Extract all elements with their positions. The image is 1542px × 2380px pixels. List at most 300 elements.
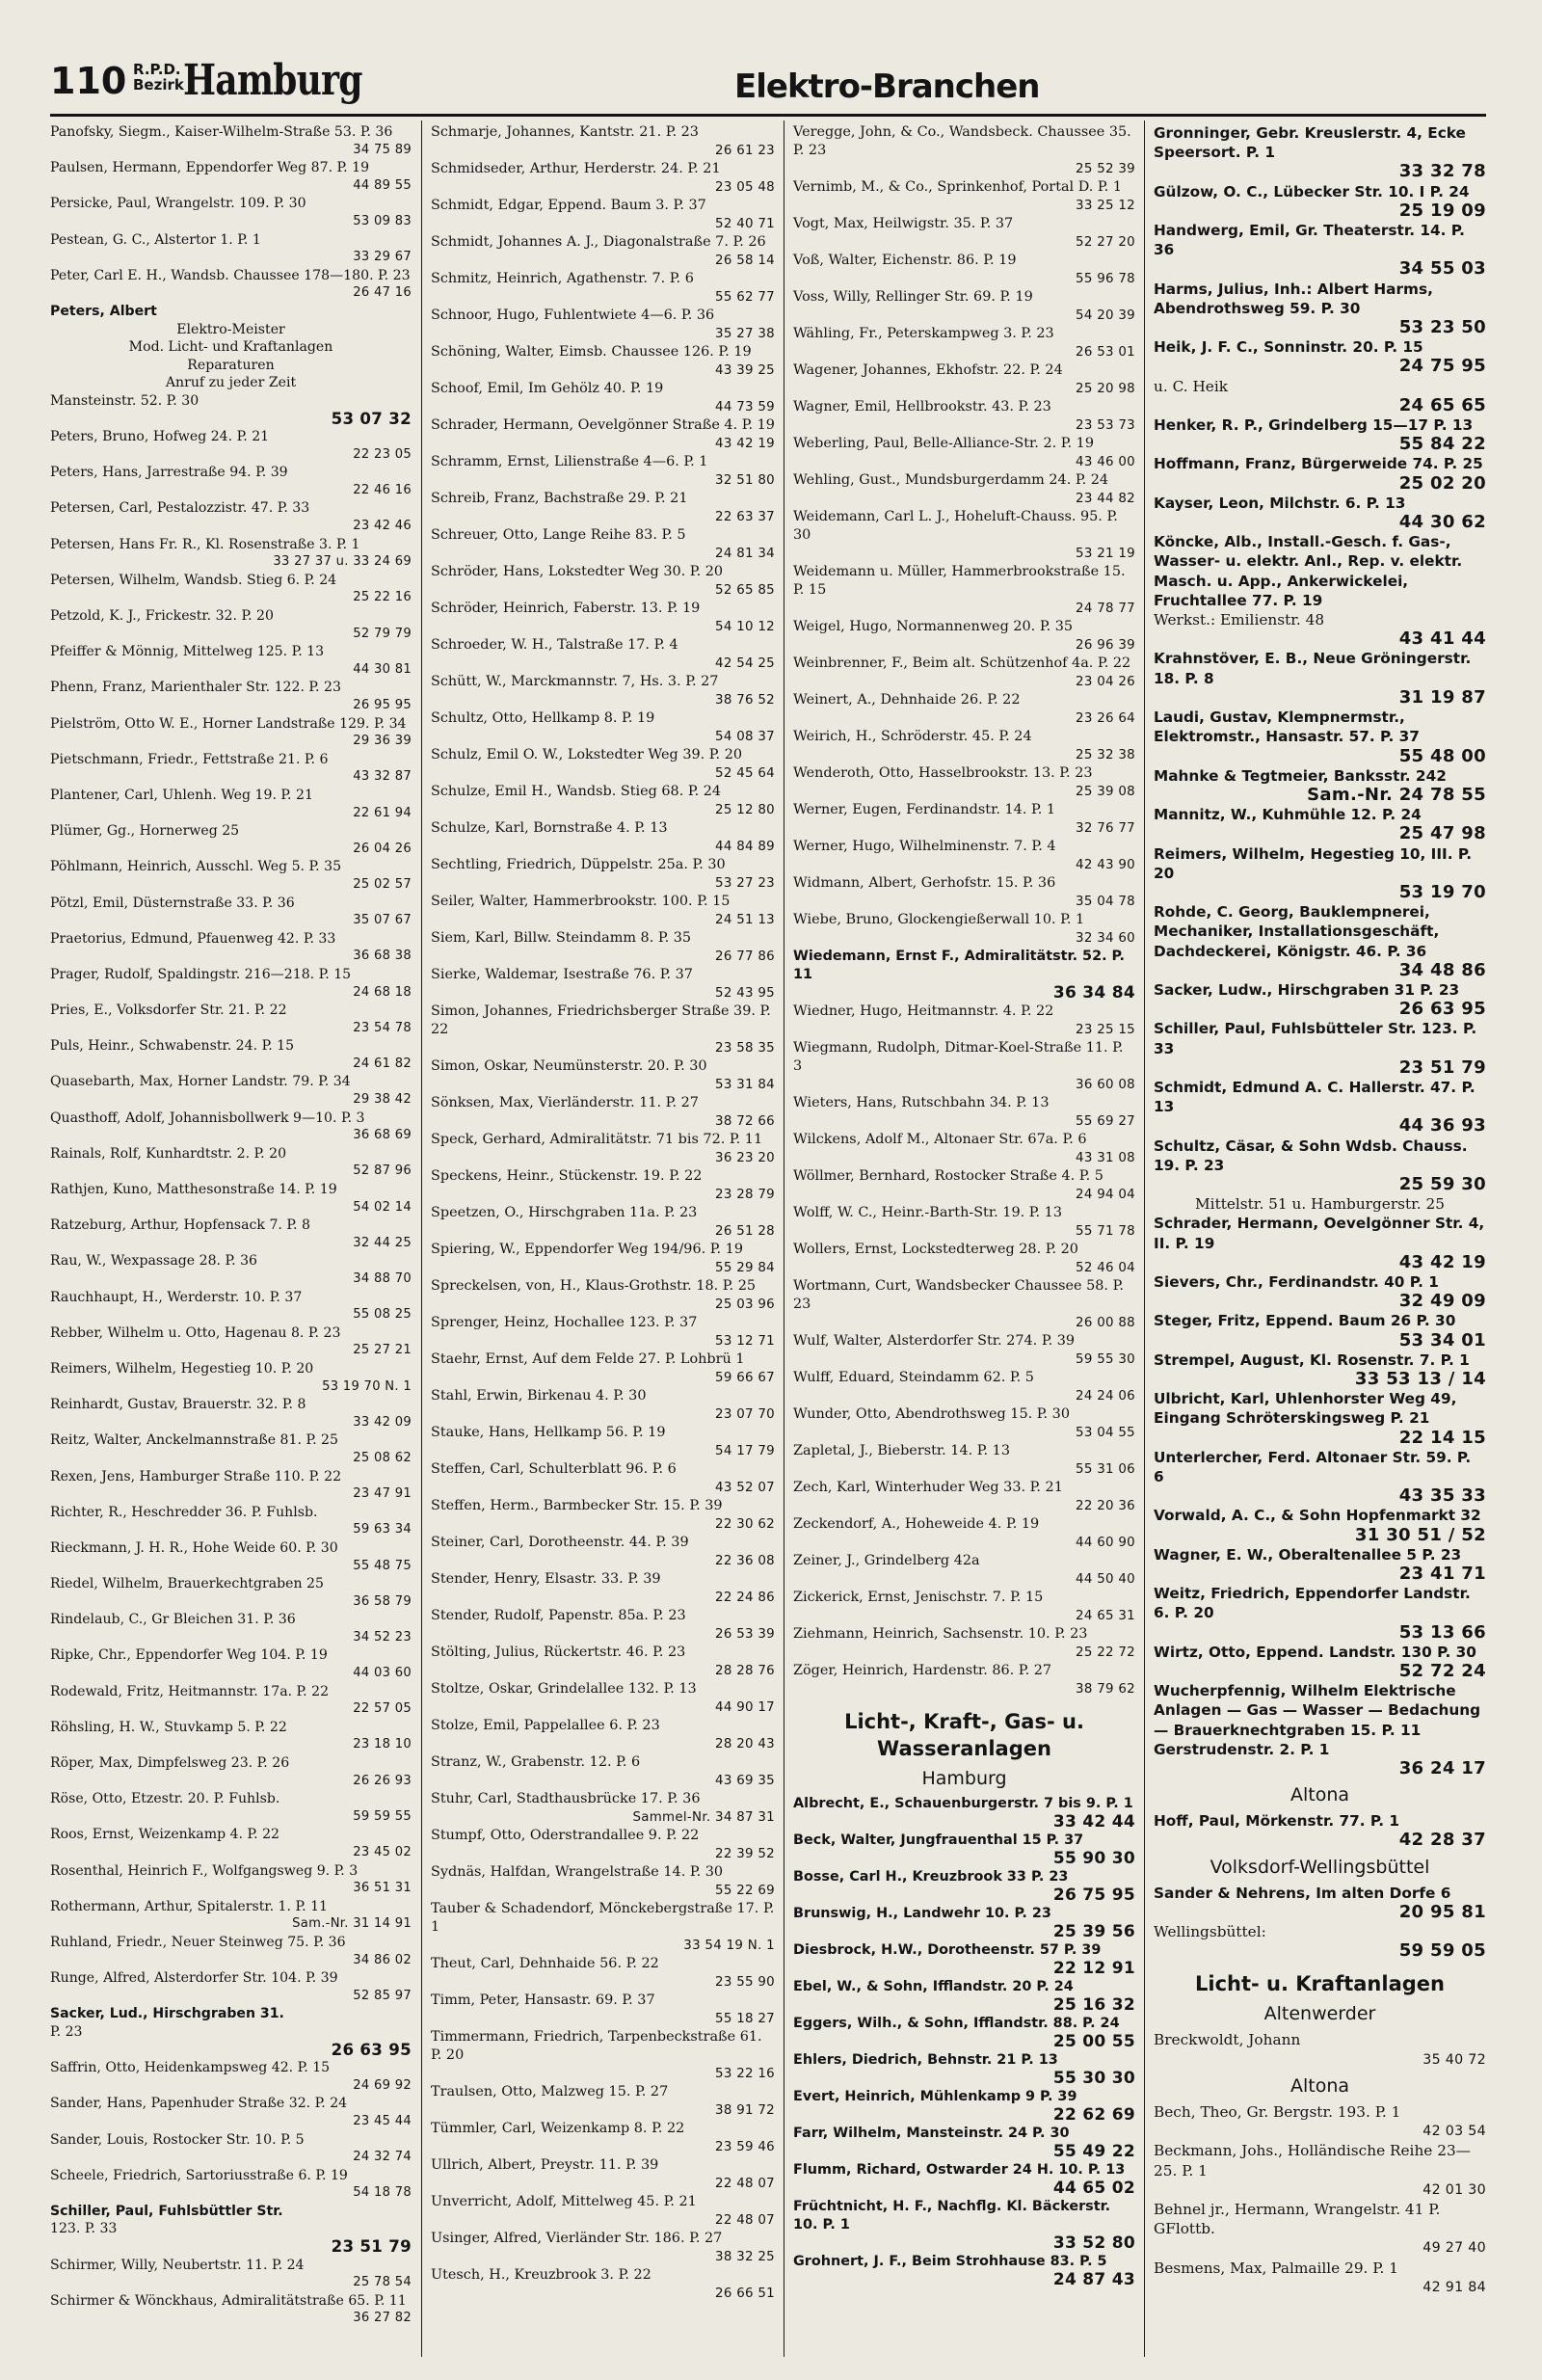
entry-text: Sander, Hans, Papenhuder Straße 32. P. 24 — [50, 2096, 348, 2112]
directory-entry — [50, 321, 412, 339]
phone-number: 42 43 90 — [1076, 858, 1135, 872]
entry-text: Spiering, W., Eppendorfer Weg 194/96. P. 19 — [431, 1242, 743, 1257]
entry-text: Usinger, Alfred, Vierländer Str. 186. P. 27 — [431, 2231, 723, 2246]
phone-number: 53 07 32 — [331, 409, 412, 428]
phone-number: 38 79 62 — [1076, 1682, 1135, 1697]
directory-entry — [50, 643, 412, 679]
directory-entry — [50, 1002, 412, 1037]
entry-text: Reimers, Wilhelm, Hegestieg 10, III. P. 20 — [1154, 844, 1473, 882]
entry-text: Schöning, Walter, Eimsb. Chaussee 126. P. 19 — [431, 344, 752, 360]
phone-number: 52 85 97 — [353, 1988, 412, 2003]
directory-entry — [431, 1003, 775, 1057]
phone-number: 43 39 25 — [715, 363, 775, 378]
phone-number: 42 03 54 — [1422, 2124, 1486, 2140]
phone-number: 35 40 72 — [1422, 2051, 1486, 2068]
directory-entry — [50, 1934, 412, 1969]
phone-number: 42 01 30 — [1422, 2181, 1486, 2198]
entry-text: Schramm, Ernst, Lilienstraße 4—6. P. 1 — [431, 454, 708, 469]
directory-entry — [431, 1204, 775, 1241]
entry-text: Spreckelsen, von, H., Klaus-Grothstr. 18. P. 25 — [431, 1278, 757, 1294]
directory-entry — [50, 572, 412, 607]
directory-entry — [431, 1992, 775, 2028]
phone-number: 24 65 65 — [1398, 394, 1486, 415]
entry-text: Steger, Fritz, Eppend. Baum 26 P. 30 — [1154, 1312, 1456, 1330]
directory-entry — [431, 1790, 775, 1827]
phone-number: 38 76 52 — [715, 693, 775, 708]
phone-number: 59 59 05 — [1398, 1940, 1486, 1962]
directory-entry — [793, 1868, 1135, 1905]
directory-entry — [431, 380, 775, 416]
phone-number: 33 32 78 — [1398, 161, 1486, 182]
directory-entry — [431, 2120, 775, 2156]
directory-entry — [793, 2051, 1135, 2088]
phone-number: 24 69 92 — [353, 2077, 412, 2093]
phone-number: 25 32 38 — [1076, 748, 1135, 762]
directory-entry — [50, 1037, 412, 1073]
directory-entry — [1154, 844, 1486, 903]
directory-entry — [793, 1369, 1135, 1405]
phone-number: 23 25 15 — [1076, 1023, 1135, 1037]
phone-number: 25 47 98 — [1398, 823, 1486, 844]
directory-entry — [793, 1094, 1135, 1131]
phone-number: 53 09 83 — [353, 213, 412, 228]
phone-number: 36 58 79 — [353, 1593, 412, 1609]
directory-entry — [1154, 902, 1486, 980]
directory-entry — [50, 1289, 412, 1324]
phone-number: 53 12 71 — [715, 1334, 775, 1349]
directory-entry — [50, 2257, 412, 2292]
directory-entry — [793, 2253, 1135, 2289]
phone-number: 33 53 13 / 14 — [1354, 1369, 1486, 1389]
column-divider — [1144, 120, 1145, 2357]
phone-number: 23 45 02 — [353, 1845, 412, 1859]
entry-text: Timm, Peter, Hansastr. 69. P. 37 — [431, 1992, 655, 2008]
entry-text: Wagner, E. W., Oberaltenallee 5 P. 23 — [1154, 1545, 1462, 1564]
directory-entry — [1154, 1643, 1486, 1681]
phone-number: 26 53 01 — [1076, 345, 1135, 360]
entry-text: Peter, Carl E. H., Wandsb. Chaussee 178—180. P. 23 — [50, 267, 411, 283]
entry-text: Panofsky, Siegm., Kaiser-Wilhelm-Straße 53. P. 36 — [50, 124, 393, 140]
phone-number: 24 51 13 — [715, 913, 775, 927]
entry-text: Simon, Oskar, Neumünsterstr. 20. P. 30 — [431, 1058, 707, 1074]
entry-text: Harms, Julius, Inh.: Albert Harms, Abendrothsweg 59. P. 30 — [1154, 280, 1433, 317]
phone-number: 55 18 27 — [715, 2012, 775, 2026]
entry-text: Röse, Otto, Etzestr. 20. P. Fuhlsb. — [50, 1791, 280, 1807]
entry-text: Seiler, Walter, Hammerbrookstr. 100. P. 15 — [431, 894, 731, 909]
entry-text: Schreib, Franz, Bachstraße 29. P. 21 — [431, 491, 688, 506]
directory-entry — [50, 123, 412, 159]
directory-entry — [1154, 1272, 1486, 1311]
entry-text: Werner, Hugo, Wilhelminenstr. 7. P. 4 — [793, 839, 1056, 854]
entry-text: Schirmer & Wönckhaus, Admiralitätstraße 65. P. 11 — [50, 2292, 407, 2309]
phone-number: 22 20 36 — [1076, 1499, 1135, 1513]
entry-text: Ziehmann, Heinrich, Sachsenstr. 10. P. 23 — [793, 1626, 1088, 1642]
entry-text: Wirtz, Otto, Eppend. Landstr. 130 P. 30 — [1154, 1643, 1476, 1661]
entry-text: Zeckendorf, A., Hoheweide 4. P. 19 — [793, 1516, 1040, 1532]
directory-entry — [793, 948, 1135, 1003]
locality-heading: Volksdorf-Wellingsbüttel — [1210, 1856, 1430, 1878]
entry-text: Steffen, Herm., Barmbecker Str. 15. P. 39 — [431, 1498, 723, 1513]
directory-entry — [431, 563, 775, 600]
phone-number: 23 28 79 — [715, 1188, 775, 1202]
phone-number: 22 63 37 — [715, 510, 775, 524]
directory-entry — [793, 838, 1135, 874]
directory-entry — [431, 453, 775, 490]
entry-text: Stumpf, Otto, Oderstrandallee 9. P. 22 — [431, 1828, 700, 1843]
phone-number: Sam.-Nr. 24 78 55 — [1307, 784, 1486, 805]
directory-entry — [50, 2131, 412, 2167]
directory-entry — [431, 1827, 775, 1863]
directory-entry — [50, 1683, 412, 1719]
entry-text: Weigel, Hugo, Normannenweg 20. P. 35 — [793, 619, 1074, 634]
phone-number: 55 90 30 — [1052, 1849, 1135, 1868]
phone-number: 54 20 39 — [1076, 308, 1135, 323]
phone-number: 53 21 19 — [1076, 547, 1135, 561]
directory-entry — [50, 1360, 412, 1396]
phone-number: 23 58 35 — [715, 1041, 775, 1056]
directory-entry — [50, 231, 412, 267]
directory-entry — [1154, 2259, 1486, 2297]
directory-entry — [793, 1277, 1135, 1332]
entry-text: Wiedemann, Ernst F., Admiralitätstr. 52. P. 11 — [793, 949, 1125, 982]
directory-entry — [50, 2023, 412, 2059]
phone-number: 43 52 07 — [715, 1481, 775, 1495]
phone-number: 23 44 82 — [1076, 492, 1135, 506]
entry-text: Wollers, Ernst, Lockstedterweg 28. P. 20 — [793, 1242, 1078, 1257]
entry-text: Riedel, Wilhelm, Brauerkechtgraben 25 — [50, 1576, 324, 1592]
entry-text: Traulsen, Otto, Malzweg 15. P. 27 — [431, 2084, 669, 2099]
entry-text: Strempel, August, Kl. Rosenstr. 7. P. 1 — [1154, 1350, 1470, 1369]
directory-entry — [431, 1680, 775, 1717]
phone-number: 29 36 39 — [353, 734, 412, 749]
entry-text: Werkst.: Emilienstr. 48 — [1154, 611, 1325, 629]
column-divider — [421, 120, 422, 2357]
entry-text: Werner, Eugen, Ferdinandstr. 14. P. 1 — [793, 802, 1056, 817]
phone-number: 24 65 31 — [1076, 1609, 1135, 1623]
phone-number: 52 40 71 — [715, 217, 775, 231]
entry-text: Bosse, Carl H., Kreuzbrook 33 P. 23 — [793, 1869, 1069, 1885]
phone-number: 22 36 08 — [715, 1554, 775, 1568]
phone-number: 44 84 89 — [715, 840, 775, 854]
phone-number: 22 30 62 — [715, 1517, 775, 1532]
directory-entry — [50, 338, 412, 357]
phone-number: 53 19 70 N. 1 — [322, 1378, 412, 1394]
directory-entry — [1154, 1681, 1486, 1778]
phone-number: 54 18 78 — [353, 2185, 412, 2201]
section-heading: Licht-, Kraft-, Gas- u. Wasseranlagen — [844, 1710, 1084, 1760]
directory-entry — [431, 1644, 775, 1680]
phone-number: 59 55 30 — [1076, 1352, 1135, 1367]
entry-text: Sander & Nehrens, Im alten Dorfe 6 — [1154, 1884, 1451, 1902]
entry-text: Speetzen, O., Hirschgraben 11a. P. 23 — [431, 1205, 698, 1220]
entry-text: Praetorius, Edmund, Pfauenweg 42. P. 33 — [50, 930, 336, 947]
directory-entry — [1154, 1019, 1486, 1078]
entry-text: Wulf, Walter, Alsterdorfer Str. 274. P. 39 — [793, 1333, 1076, 1349]
directory-entry — [793, 1552, 1135, 1589]
directory-entry — [1154, 1350, 1486, 1389]
phone-number: 34 86 02 — [353, 1952, 412, 1967]
entry-text: Rau, W., Wexpassage 28. P. 36 — [50, 1253, 258, 1270]
directory-entry — [50, 374, 412, 392]
entry-text: Petersen, Hans Fr. R., Kl. Rosenstraße 3. P. 1 — [50, 536, 360, 552]
phone-number: 25 00 55 — [1052, 2032, 1135, 2051]
entry-text: Wulff, Eduard, Steindamm 62. P. 5 — [793, 1370, 1034, 1385]
page-number: 110 — [50, 60, 127, 102]
phone-number: 52 46 04 — [1076, 1261, 1135, 1275]
entry-text: Rodewald, Fritz, Heitmannstr. 17a. P. 22 — [50, 1683, 330, 1699]
entry-text: Wolff, W. C., Heinr.-Barth-Str. 19. P. 13 — [793, 1205, 1062, 1220]
entry-text: Wucherpfennig, Wilhelm Elektrische Anlagen — Gas — Wasser — Bedachung — Brauerknechtgraben 15. P. 11 Gerstrudenstr. 2. P. 1 — [1154, 1682, 1481, 1758]
listing-column-1 — [50, 123, 412, 2328]
directory-entry — [50, 787, 412, 822]
phone-number: 44 65 02 — [1052, 2179, 1135, 2198]
directory-entry — [431, 1570, 775, 1607]
entry-text: Voss, Willy, Rellinger Str. 69. P. 19 — [793, 289, 1033, 305]
entry-text: Ratzeburg, Arthur, Hopfensack 7. P. 8 — [50, 1217, 310, 1234]
entry-text: Simon, Johannes, Friedrichsberger Straße 39. P. 22 — [431, 1003, 771, 1037]
directory-entry — [431, 526, 775, 563]
phone-number: 23 47 91 — [353, 1486, 412, 1502]
directory-entry — [50, 1790, 412, 1826]
directory-entry — [431, 1607, 775, 1644]
phone-number: 24 87 43 — [1052, 2270, 1135, 2289]
entry-text: Tauber & Schadendorf, Mönckebergstraße 17. P. 1 — [431, 1901, 775, 1935]
entry-text: Weinert, A., Dehnhaide 26. P. 22 — [793, 692, 1021, 708]
entry-text: Steffen, Carl, Schulterblatt 96. P. 6 — [431, 1461, 677, 1477]
phone-number: 35 07 67 — [353, 913, 412, 928]
directory-entry — [793, 1625, 1135, 1662]
directory-entry — [793, 252, 1135, 288]
phone-number: 54 17 79 — [715, 1444, 775, 1458]
phone-number: 35 04 78 — [1076, 895, 1135, 909]
entry-text: Ullrich, Albert, Preystr. 11. P. 39 — [431, 2157, 659, 2173]
entry-text: Petersen, Wilhelm, Wandsb. Stieg 6. P. 24 — [50, 572, 337, 588]
phone-number: 53 19 70 — [1398, 881, 1486, 902]
directory-entry — [50, 1575, 412, 1611]
entry-text: Laudi, Gustav, Klempnermstr., Elektromstr., Hansastr. 57. P. 37 — [1154, 709, 1420, 746]
phone-number: 23 54 78 — [353, 1020, 412, 1035]
entry-text: Pries, E., Volksdorfer Str. 21. P. 22 — [50, 1003, 287, 1019]
directory-entry — [50, 536, 412, 572]
entry-text: Schmidt, Edgar, Eppend. Baum 3. P. 37 — [431, 198, 706, 213]
entry-text: Prager, Rudolf, Spaldingstr. 216—218. P. 15 — [50, 966, 352, 982]
phone-number: 32 76 77 — [1076, 821, 1135, 836]
phone-number: 26 95 95 — [353, 698, 412, 712]
directory-entry — [431, 673, 775, 709]
phone-number: 25 08 62 — [353, 1450, 412, 1465]
phone-number: 23 51 79 — [331, 2237, 412, 2257]
directory-entry — [50, 1719, 412, 1754]
directory-entry — [793, 801, 1135, 838]
phone-number: 25 39 56 — [1052, 1922, 1135, 1941]
entry-text: Schoof, Emil, Im Gehölz 40. P. 19 — [431, 381, 664, 396]
phone-number: 23 26 64 — [1076, 711, 1135, 726]
directory-entry — [431, 2230, 775, 2266]
directory-entry — [50, 2203, 412, 2221]
phone-number: 25 16 32 — [1052, 1995, 1135, 2015]
entry-text: Beckmann, Johs., Holländische Reihe 23—25. P. 1 — [1154, 2142, 1471, 2179]
directory-entry — [793, 911, 1135, 948]
entry-text: Wiebe, Bruno, Glockengießerwall 10. P. 1 — [793, 912, 1085, 927]
directory-entry — [50, 1826, 412, 1861]
phone-number: 33 29 67 — [353, 250, 412, 265]
entry-text: Flumm, Richard, Ostwarder 24 H. 10. P. 13 — [793, 2162, 1126, 2178]
directory-entry — [1154, 1448, 1486, 1507]
phone-number: 53 22 16 — [715, 2067, 775, 2081]
phone-number: 54 02 14 — [353, 1199, 412, 1215]
entry-text: Rebber, Wilhelm u. Otto, Hagenau 8. P. 23 — [50, 1324, 341, 1341]
phone-number: 52 87 96 — [353, 1163, 412, 1179]
phone-number: 25 52 39 — [1076, 162, 1135, 176]
phone-number: 25 03 96 — [715, 1297, 775, 1312]
phone-number: 23 05 48 — [715, 180, 775, 195]
phone-number: 24 68 18 — [353, 984, 412, 1000]
entry-text: Evert, Heinrich, Mühlenkamp 9 P. 39 — [793, 2089, 1077, 2104]
entry-text: Wehling, Gust., Mundsburgerdamm 24. P. 24 — [793, 472, 1109, 488]
directory-entry — [1154, 2200, 1486, 2259]
section-title: Elektro-Branchen — [734, 67, 1040, 106]
phone-number: 53 04 55 — [1076, 1426, 1135, 1440]
entry-text: Sievers, Chr., Ferdinandstr. 40 P. 1 — [1154, 1272, 1439, 1291]
entry-text: Stuhr, Carl, Stadthausbrücke 17. P. 36 — [431, 1791, 701, 1806]
phone-number: 42 28 37 — [1398, 1830, 1486, 1851]
entry-text: Zickerick, Ernst, Jenischstr. 7. P. 15 — [793, 1590, 1044, 1605]
phone-number: 26 63 95 — [331, 2040, 412, 2059]
directory-entry — [1154, 2030, 1486, 2069]
entry-text: Zapletal, J., Bieberstr. 14. P. 13 — [793, 1443, 1010, 1458]
phone-number: 36 51 31 — [353, 1881, 412, 1896]
directory-entry — [431, 490, 775, 526]
entry-text: Kayser, Leon, Milchstr. 6. P. 13 — [1154, 494, 1406, 512]
entry-text: Peters, Bruno, Hofweg 24. P. 21 — [50, 429, 270, 445]
phone-number: 25 22 72 — [1076, 1645, 1135, 1660]
listing-column-2 — [431, 123, 775, 2303]
phone-number: 43 69 35 — [715, 1774, 775, 1788]
phone-number: 25 22 16 — [353, 590, 412, 605]
directory-entry — [793, 2088, 1135, 2125]
listing-column-4 — [1154, 123, 1486, 2297]
entry-text: Zöger, Heinrich, Hardenstr. 86. P. 27 — [793, 1663, 1052, 1678]
phone-number: 55 48 75 — [353, 1558, 412, 1573]
entry-text: u. C. Heik — [1154, 377, 1229, 395]
entry-text: Rauchhaupt, H., Werderstr. 10. P. 37 — [50, 1289, 303, 1305]
entry-text: Puls, Heinr., Schwabenstr. 24. P. 15 — [50, 1038, 295, 1055]
directory-entry — [793, 563, 1135, 618]
entry-text: Hoff, Paul, Mörkenstr. 77. P. 1 — [1154, 1812, 1400, 1831]
phone-number: 52 65 85 — [715, 583, 775, 598]
directory-entry — [431, 1497, 775, 1534]
entry-text: Mod. Licht- und Kraftanlagen — [128, 339, 333, 356]
phone-number: 24 61 82 — [353, 1056, 412, 1071]
directory-entry — [793, 1479, 1135, 1515]
entry-text: Weidemann u. Müller, Hammerbrookstraße 15. P. 15 — [793, 564, 1126, 598]
phone-number: 31 19 87 — [1398, 686, 1486, 708]
entry-text: Sydnäs, Halfdan, Wrangelstraße 14. P. 30 — [431, 1864, 724, 1880]
directory-entry — [50, 2292, 412, 2328]
phone-number: 38 32 25 — [715, 2250, 775, 2264]
entry-text: Schulze, Emil H., Wandsb. Stieg 68. P. 24 — [431, 784, 722, 799]
directory-entry — [50, 1252, 412, 1288]
entry-text: Schmitz, Heinrich, Agathenstr. 7. P. 6 — [431, 271, 694, 286]
directory-entry — [1154, 454, 1486, 493]
directory-entry — [50, 499, 412, 535]
entry-text: Paulsen, Hermann, Eppendorfer Weg 87. P. 19 — [50, 160, 370, 176]
directory-entry — [793, 1167, 1135, 1204]
directory-entry — [431, 1955, 775, 1992]
entry-text: Wöllmer, Bernhard, Rostocker Straße 4. P. 5 — [793, 1168, 1103, 1184]
directory-entry — [1154, 2102, 1486, 2141]
phone-number: Sammel-Nr. 34 87 31 — [632, 1810, 775, 1825]
directory-entry — [431, 1057, 775, 1094]
directory-entry — [1154, 1884, 1486, 1922]
directory-entry — [1154, 221, 1486, 280]
entry-text: Krahnstöver, E. B., Neue Gröningerstr. 18. P. 8 — [1154, 650, 1472, 687]
directory-entry — [431, 2193, 775, 2230]
entry-text: Roos, Ernst, Weizenkamp 4. P. 22 — [50, 1827, 280, 1843]
phone-number: 43 42 19 — [1398, 1251, 1486, 1272]
phone-number: 49 27 40 — [1422, 2240, 1486, 2257]
entry-text: Petersen, Carl, Pestalozzistr. 47. P. 33 — [50, 500, 310, 517]
directory-entry — [793, 2125, 1135, 2161]
directory-entry — [50, 1468, 412, 1504]
phone-number: 53 13 66 — [1398, 1621, 1486, 1643]
directory-entry — [1154, 1311, 1486, 1350]
entry-text: Phenn, Franz, Marienthaler Str. 122. P. 23 — [50, 680, 341, 696]
entry-text: Rosenthal, Heinrich F., Wolfgangsweg 9. P. 3 — [50, 1862, 359, 1879]
entry-text: Weberling, Paul, Belle-Alliance-Str. 2. P. 19 — [793, 436, 1094, 451]
entry-text: Quasebarth, Max, Horner Landstr. 79. P. 34 — [50, 1074, 351, 1090]
entry-text: Theut, Carl, Dehnhaide 56. P. 22 — [431, 1956, 659, 1971]
directory-entry — [1154, 708, 1486, 766]
directory-entry — [50, 679, 412, 714]
phone-number: 38 91 72 — [715, 2103, 775, 2118]
phone-number: 23 45 44 — [353, 2113, 412, 2128]
directory-entry — [793, 764, 1135, 801]
phone-number: 55 48 00 — [1398, 745, 1486, 766]
entry-text: Eggers, Wilh., & Sohn, Ifflandstr. 88. P. 24 — [793, 2016, 1120, 2031]
phone-number: 25 39 08 — [1076, 785, 1135, 799]
entry-text: Peters, Albert — [50, 303, 157, 319]
entry-text: Speckens, Heinr., Stückenstr. 19. P. 22 — [431, 1168, 703, 1184]
directory-entry — [50, 2059, 412, 2095]
directory-entry — [50, 195, 412, 230]
entry-text: Vorwald, A. C., & Sohn Hopfenmarkt 32 — [1154, 1507, 1481, 1525]
directory-entry — [50, 751, 412, 787]
directory-entry — [431, 636, 775, 673]
directory-entry — [793, 691, 1135, 728]
entry-text: Stender, Rudolf, Papenstr. 85a. P. 23 — [431, 1608, 686, 1623]
phone-number: 25 02 57 — [353, 876, 412, 892]
entry-text: Bech, Theo, Gr. Bergstr. 193. P. 1 — [1154, 2102, 1401, 2121]
phone-number: 26 61 23 — [715, 144, 775, 158]
phone-number: 26 51 28 — [715, 1224, 775, 1239]
directory-entry — [50, 1969, 412, 2005]
directory-entry — [793, 123, 1135, 178]
phone-number: 23 55 90 — [715, 1975, 775, 1990]
directory-entry — [431, 233, 775, 270]
entry-text: Rieckmann, J. H. R., Hohe Weide 60. P. 30 — [50, 1539, 338, 1556]
directory-entry — [793, 618, 1135, 655]
entry-text: Rohde, C. Georg, Bauklempnerei, Mechaniker, Installationsgeschäft, Dachdeckerei, Königstr. 46. P. 36 — [1154, 903, 1440, 960]
phone-number: 23 04 26 — [1076, 675, 1135, 689]
phone-number: 43 31 08 — [1076, 1151, 1135, 1165]
directory-entry — [431, 1241, 775, 1277]
entry-text: Wenderoth, Otto, Hasselbrookstr. 13. P. 23 — [793, 765, 1093, 781]
phone-number: 23 59 46 — [715, 2140, 775, 2154]
phone-number: 52 27 20 — [1076, 235, 1135, 250]
directory-entry — [1154, 1389, 1486, 1448]
phone-number: 29 38 42 — [353, 1092, 412, 1108]
